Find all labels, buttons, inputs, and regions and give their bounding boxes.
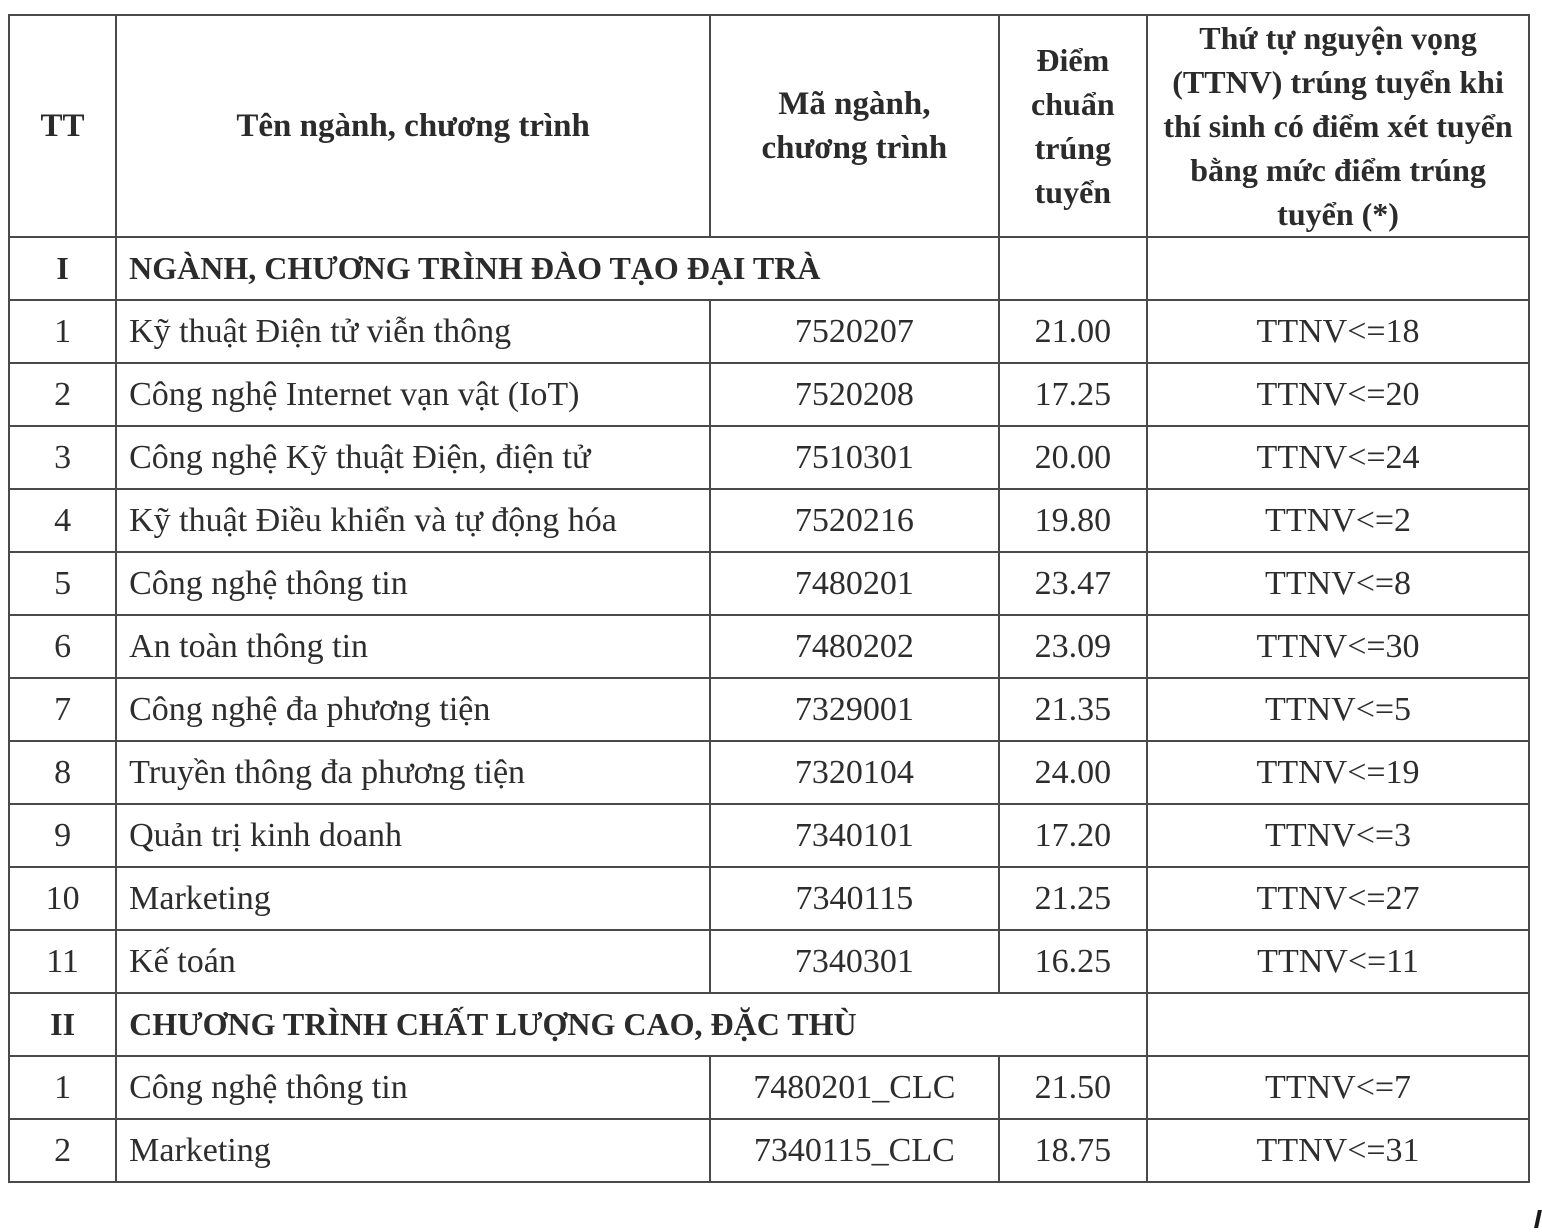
row-program-name: Truyền thông đa phương tiện (116, 741, 710, 804)
row-program-code: 7340301 (710, 930, 999, 993)
row-program-code: 7340115_CLC (710, 1119, 999, 1182)
row-tt: 2 (9, 1119, 116, 1182)
table-row (9, 1056, 1529, 1119)
row-program-name: Quản trị kinh doanh (116, 804, 710, 867)
row-cutoff-score: 21.50 (999, 1056, 1147, 1119)
row-cutoff-score: 19.80 (999, 489, 1147, 552)
row-tt: 5 (9, 552, 116, 615)
row-ttnv: TTNV<=18 (1147, 300, 1529, 363)
row-tt: 8 (9, 741, 116, 804)
row-cutoff-score: 17.20 (999, 804, 1147, 867)
empty-cell (1147, 237, 1529, 300)
row-ttnv: TTNV<=19 (1147, 741, 1529, 804)
header-program-code: Mã ngành, chương trình (710, 15, 999, 237)
row-cutoff-score: 21.00 (999, 300, 1147, 363)
row-ttnv: TTNV<=20 (1147, 363, 1529, 426)
document-page (8, 14, 1530, 1183)
row-ttnv: TTNV<=24 (1147, 426, 1529, 489)
row-ttnv: TTNV<=2 (1147, 489, 1529, 552)
header-ttnv: Thứ tự nguyện vọng (TTNV) trúng tuyển khi thí sinh có điểm xét tuyển bằng mức điểm trúng tuyển (*) (1147, 15, 1529, 237)
row-tt: 7 (9, 678, 116, 741)
row-program-name: Kế toán (116, 930, 710, 993)
row-ttnv: TTNV<=31 (1147, 1119, 1529, 1182)
row-ttnv: TTNV<=8 (1147, 552, 1529, 615)
row-ttnv: TTNV<=11 (1147, 930, 1529, 993)
row-cutoff-score: 21.25 (999, 867, 1147, 930)
row-tt: 2 (9, 363, 116, 426)
row-program-code: 7340115 (710, 867, 999, 930)
row-tt: 3 (9, 426, 116, 489)
header-program-name: Tên ngành, chương trình (116, 15, 710, 237)
table-row (9, 426, 1529, 489)
row-program-code: 7510301 (710, 426, 999, 489)
header-cutoff-score: Điểm chuẩn trúng tuyển (999, 15, 1147, 237)
header-tt: TT (9, 15, 116, 237)
row-ttnv: TTNV<=27 (1147, 867, 1529, 930)
row-cutoff-score: 23.09 (999, 615, 1147, 678)
row-cutoff-score: 18.75 (999, 1119, 1147, 1182)
row-program-code: 7520216 (710, 489, 999, 552)
row-program-code: 7480201 (710, 552, 999, 615)
row-program-name: Công nghệ Internet vạn vật (IoT) (116, 363, 710, 426)
row-ttnv: TTNV<=5 (1147, 678, 1529, 741)
row-program-code: 7480202 (710, 615, 999, 678)
row-program-name: An toàn thông tin (116, 615, 710, 678)
table-row (9, 930, 1529, 993)
row-cutoff-score: 16.25 (999, 930, 1147, 993)
row-program-code: 7340101 (710, 804, 999, 867)
row-tt: 6 (9, 615, 116, 678)
table-row (9, 552, 1529, 615)
table-row (9, 867, 1529, 930)
empty-cell (999, 237, 1147, 300)
row-ttnv: TTNV<=7 (1147, 1056, 1529, 1119)
row-tt: 4 (9, 489, 116, 552)
admission-scores-table (8, 14, 1530, 1183)
row-program-name: Marketing (116, 1119, 710, 1182)
section-header-row (9, 993, 1529, 1056)
row-program-code: 7329001 (710, 678, 999, 741)
row-cutoff-score: 17.25 (999, 363, 1147, 426)
row-tt: 9 (9, 804, 116, 867)
row-tt: 1 (9, 300, 116, 363)
row-ttnv: TTNV<=30 (1147, 615, 1529, 678)
row-program-name: Công nghệ thông tin (116, 552, 710, 615)
section-number: II (9, 993, 116, 1056)
row-program-code: 7520207 (710, 300, 999, 363)
table-row (9, 615, 1529, 678)
row-program-code: 7480201_CLC (710, 1056, 999, 1119)
row-program-code: 7320104 (710, 741, 999, 804)
header-row (9, 15, 1529, 237)
row-cutoff-score: 20.00 (999, 426, 1147, 489)
section-title: NGÀNH, CHƯƠNG TRÌNH ĐÀO TẠO ĐẠI TRÀ (116, 237, 998, 300)
row-program-name: Kỹ thuật Điện tử viễn thông (116, 300, 710, 363)
row-cutoff-score: 24.00 (999, 741, 1147, 804)
row-cutoff-score: 23.47 (999, 552, 1147, 615)
section-header-row (9, 237, 1529, 300)
row-program-code: 7520208 (710, 363, 999, 426)
scan-artifact-mark (1534, 1210, 1542, 1228)
empty-cell (1147, 993, 1529, 1056)
row-tt: 11 (9, 930, 116, 993)
table-row (9, 300, 1529, 363)
table-row (9, 678, 1529, 741)
row-program-name: Marketing (116, 867, 710, 930)
section-title: CHƯƠNG TRÌNH CHẤT LƯỢNG CAO, ĐẶC THÙ (116, 993, 1147, 1056)
table-row (9, 804, 1529, 867)
row-ttnv: TTNV<=3 (1147, 804, 1529, 867)
row-tt: 10 (9, 867, 116, 930)
table-row (9, 1119, 1529, 1182)
row-program-name: Công nghệ thông tin (116, 1056, 710, 1119)
row-program-name: Công nghệ Kỹ thuật Điện, điện tử (116, 426, 710, 489)
row-cutoff-score: 21.35 (999, 678, 1147, 741)
table-row (9, 489, 1529, 552)
section-number: I (9, 237, 116, 300)
row-program-name: Công nghệ đa phương tiện (116, 678, 710, 741)
row-tt: 1 (9, 1056, 116, 1119)
table-row (9, 741, 1529, 804)
row-program-name: Kỹ thuật Điều khiển và tự động hóa (116, 489, 710, 552)
table-row (9, 363, 1529, 426)
